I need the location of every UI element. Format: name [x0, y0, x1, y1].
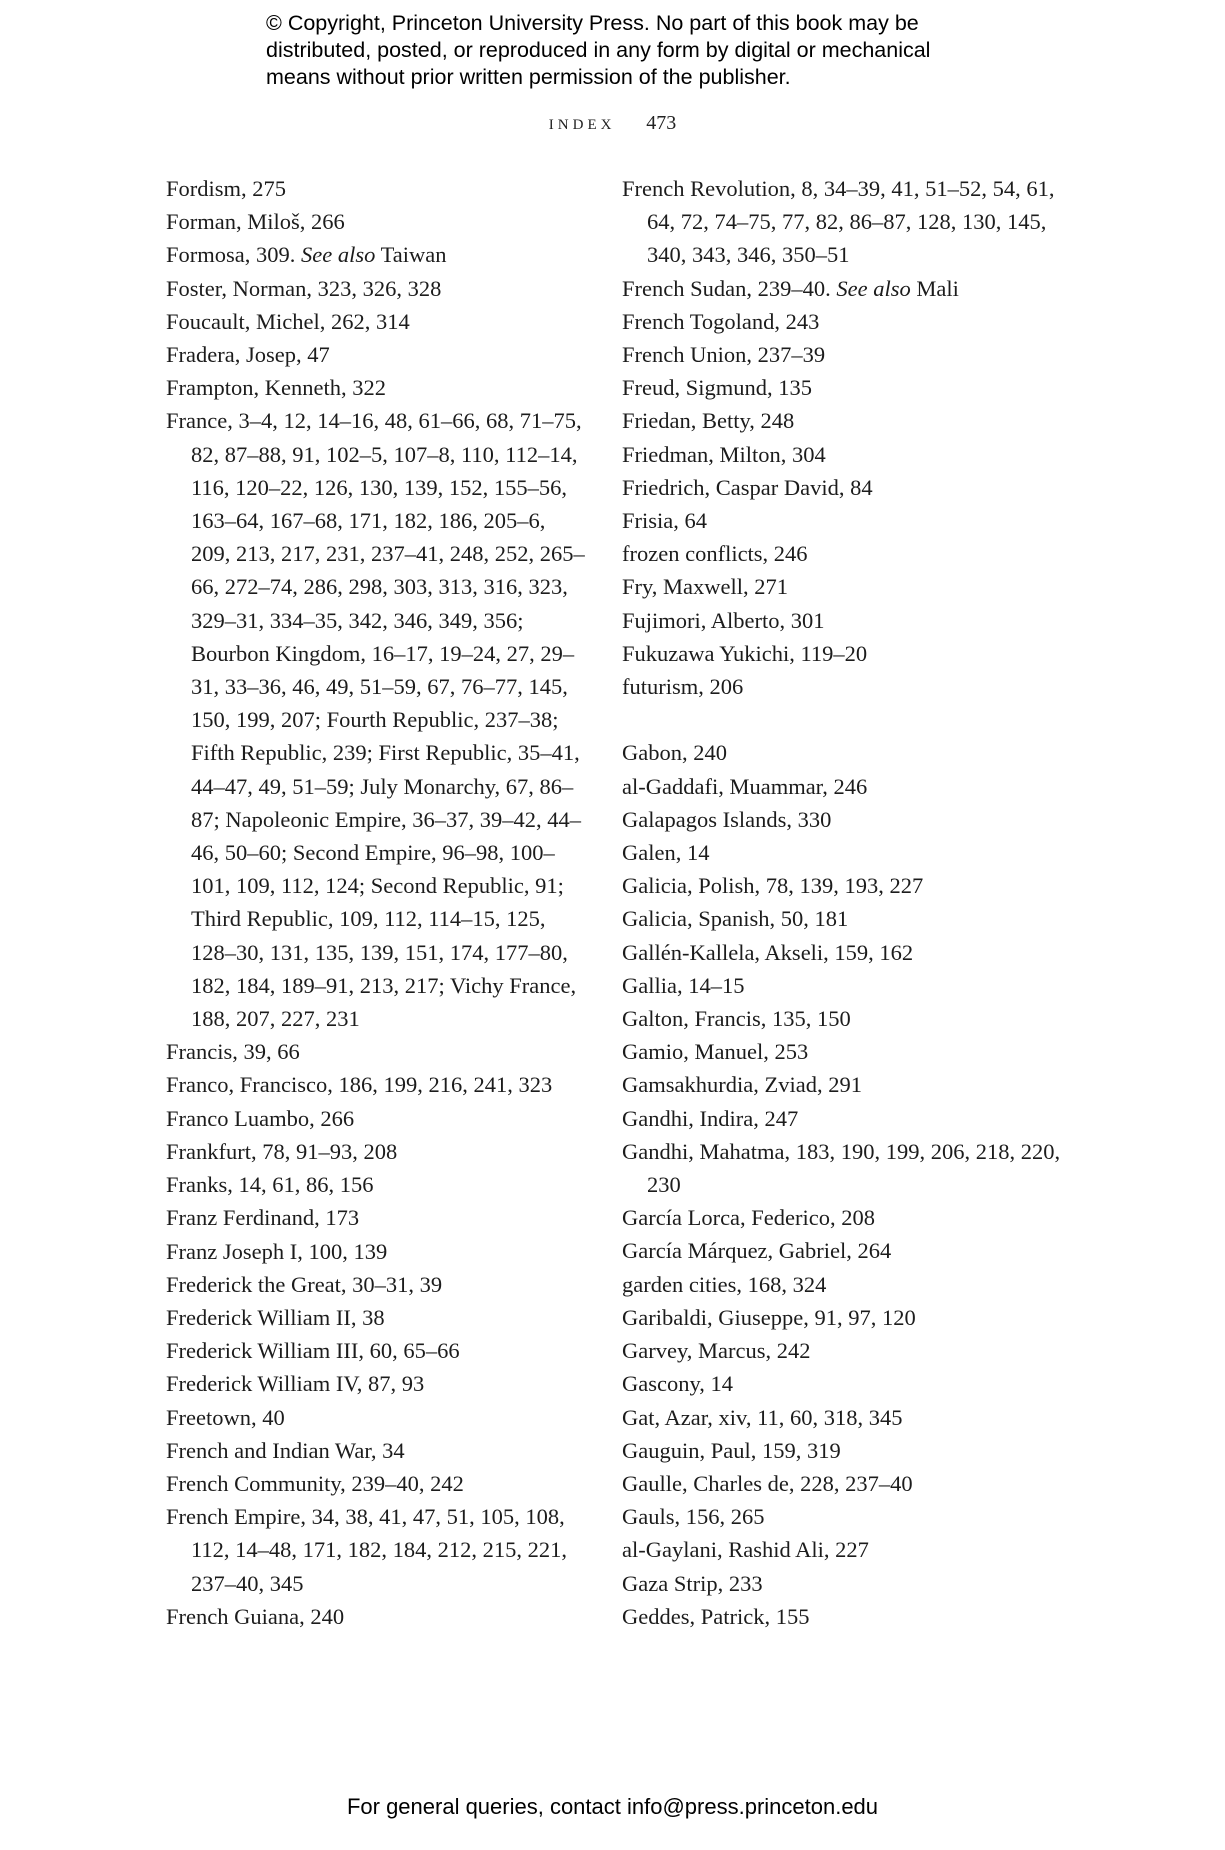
index-entry: Frederick the Great, 30–31, 39: [166, 1271, 443, 1297]
see-also-target: Taiwan: [375, 242, 447, 268]
index-entry: French Revolution, 8, 34–39, 41, 51–52, 54, 61, 64, 72, 74–75, 77, 82, 86–87, 128, 130, 145, 340, 343, 346, 350–51: [622, 176, 1055, 268]
index-entry: García Márquez, Gabriel, 264: [622, 1238, 892, 1264]
index-entry: Gauguin, Paul, 159, 319: [622, 1437, 841, 1463]
index-entry: Gat, Azar, xiv, 11, 60, 318, 345: [622, 1404, 903, 1430]
copyright-notice: [266, 10, 1006, 91]
index-column-left: [166, 172, 586, 1633]
index-entry: Galicia, Spanish, 50, 181: [622, 906, 849, 932]
index-entry: futurism, 206: [622, 674, 744, 700]
index-entry: Franks, 14, 61, 86, 156: [166, 1172, 374, 1198]
index-entry: Fradera, Josep, 47: [166, 342, 330, 368]
see-also-label: See also: [836, 275, 911, 301]
letter-group-gap: [622, 703, 1062, 736]
see-also-label: See also: [301, 242, 376, 268]
index-entry: Frampton, Kenneth, 322: [166, 375, 386, 401]
index-entry: Gandhi, Indira, 247: [622, 1105, 799, 1131]
index-entry: Garvey, Marcus, 242: [622, 1338, 811, 1364]
index-entry: Fujimori, Alberto, 301: [622, 607, 825, 633]
footer-contact: For general queries, contact info@press.princeton.edu: [346, 1794, 879, 1819]
see-also-target: Mali: [910, 275, 959, 301]
index-entry: Galapagos Islands, 330: [622, 806, 832, 832]
index-entry: Forman, Miloš, 266: [166, 209, 345, 235]
index-entry: Freetown, 40: [166, 1404, 285, 1430]
index-entry: French Togoland, 243: [622, 308, 820, 334]
index-entry: Friedman, Milton, 304: [622, 441, 826, 467]
index-entry: Frisia, 64: [622, 508, 708, 534]
index-column-right: [622, 172, 1062, 1633]
index-entry: France, 3–4, 12, 14–16, 48, 61–66, 68, 71–75, 82, 87–88, 91, 102–5, 107–8, 110, 112–14, 116, 120–22, 126, 130, 139, 152, 155–56, 163–64, 167–68, 171, 182, 186, 205–6, 209, 213, 217, 231, 237–41, 248, 252, 265–66, 272–74, 286, 298, 303, 313, 316, 323, 329–31, 334–35, 342, 346, 349, 356; Bourbon Kingdom, 16–17, 19–24, 27, 29–31, 33–36, 46, 49, 51–59, 67, 76–77, 145, 150, 199, 207; Fourth Republic, 237–38; Fifth Republic, 239; First Republic, 35–41, 44–47, 49, 51–59; July Monarchy, 67, 86–87; Napoleonic Empire, 36–37, 39–42, 44–46, 50–60; Second Empire, 96–98, 100–101, 109, 112, 124; Second Republic, 91; Third Republic, 109, 112, 114–15, 125, 128–30, 131, 135, 139, 151, 174, 177–80, 182, 184, 189–91, 213, 217; Vichy France, 188, 207, 227, 231: [166, 408, 585, 1032]
index-entry: Friedrich, Caspar David, 84: [622, 474, 873, 500]
index-entry: French Empire, 34, 38, 41, 47, 51, 105, 108, 112, 14–48, 171, 182, 184, 212, 215, 221, 237–40, 345: [166, 1504, 568, 1596]
index-entry: Frederick William II, 38: [166, 1304, 385, 1330]
index-entry: Fordism, 275: [166, 176, 287, 201]
copyright-line: distributed, posted, or reproduced in any form by digital or mechanical: [266, 38, 931, 62]
index-entry: Gaulle, Charles de, 228, 237–40: [622, 1470, 913, 1496]
index-entry: Gallia, 14–15: [622, 972, 745, 998]
copyright-line: © Copyright, Princeton University Press. No part of this book may be: [266, 11, 919, 35]
page-number: 473: [646, 112, 677, 134]
index-entry: French and Indian War, 34: [166, 1437, 405, 1463]
index-entry: Franco Luambo, 266: [166, 1105, 355, 1131]
index-entry: Fukuzawa Yukichi, 119–20: [622, 640, 868, 666]
index-entry: Franz Joseph I, 100, 139: [166, 1238, 388, 1264]
index-entry: Galicia, Polish, 78, 139, 193, 227: [622, 873, 924, 899]
index-entry: al-Gaddafi, Muammar, 246: [622, 773, 868, 799]
index-entry: Foucault, Michel, 262, 314: [166, 308, 410, 334]
index-entry: Gauls, 156, 265: [622, 1504, 765, 1530]
index-entry: frozen conflicts, 246: [622, 541, 808, 567]
index-entry: Gabon, 240: [622, 740, 727, 766]
index-entry: García Lorca, Federico, 208: [622, 1205, 876, 1231]
index-entry: Franco, Francisco, 186, 199, 216, 241, 323: [166, 1072, 553, 1098]
index-entry: garden cities, 168, 324: [622, 1271, 827, 1297]
index-entry: Gamio, Manuel, 253: [622, 1039, 809, 1065]
index-entry: Garibaldi, Giuseppe, 91, 97, 120: [622, 1304, 916, 1330]
index-entry: Friedan, Betty, 248: [622, 408, 795, 434]
index-entry: Freud, Sigmund, 135: [622, 375, 813, 401]
index-entry: Francis, 39, 66: [166, 1039, 300, 1065]
index-entry: French Community, 239–40, 242: [166, 1470, 464, 1496]
index-entry: Gascony, 14: [622, 1371, 734, 1397]
index-entry: Geddes, Patrick, 155: [622, 1603, 810, 1629]
index-entry: Gallén-Kallela, Akseli, 159, 162: [622, 939, 914, 965]
entry-main: French Sudan, 239–40.: [622, 275, 837, 301]
index-entry: Frederick William III, 60, 65–66: [166, 1338, 460, 1364]
index-entry: Gandhi, Mahatma, 183, 190, 199, 206, 218, 220, 230: [622, 1138, 1061, 1198]
running-head-label: INDEX: [548, 117, 616, 133]
index-entry: Galton, Francis, 135, 150: [622, 1006, 851, 1032]
index-entry: Galen, 14: [622, 840, 710, 866]
index-entry: Gamsakhurdia, Zviad, 291: [622, 1072, 862, 1098]
entry-main: Formosa, 309.: [166, 242, 301, 268]
index-entry: [622, 272, 1062, 305]
index-entry: Gaza Strip, 233: [622, 1570, 763, 1596]
copyright-line: means without prior written permission of the publisher.: [266, 65, 791, 89]
index-entry: Frankfurt, 78, 91–93, 208: [166, 1138, 398, 1164]
running-head: [0, 112, 1225, 135]
index-entry: Franz Ferdinand, 173: [166, 1205, 360, 1231]
index-entry: French Union, 237–39: [622, 342, 826, 368]
index-entry: French Guiana, 240: [166, 1603, 345, 1629]
index-entry: [166, 238, 586, 271]
index-entry: al-Gaylani, Rashid Ali, 227: [622, 1537, 869, 1563]
index-entry: Frederick William IV, 87, 93: [166, 1371, 425, 1397]
index-entry: Fry, Maxwell, 271: [622, 574, 789, 600]
index-entry: Foster, Norman, 323, 326, 328: [166, 275, 442, 301]
